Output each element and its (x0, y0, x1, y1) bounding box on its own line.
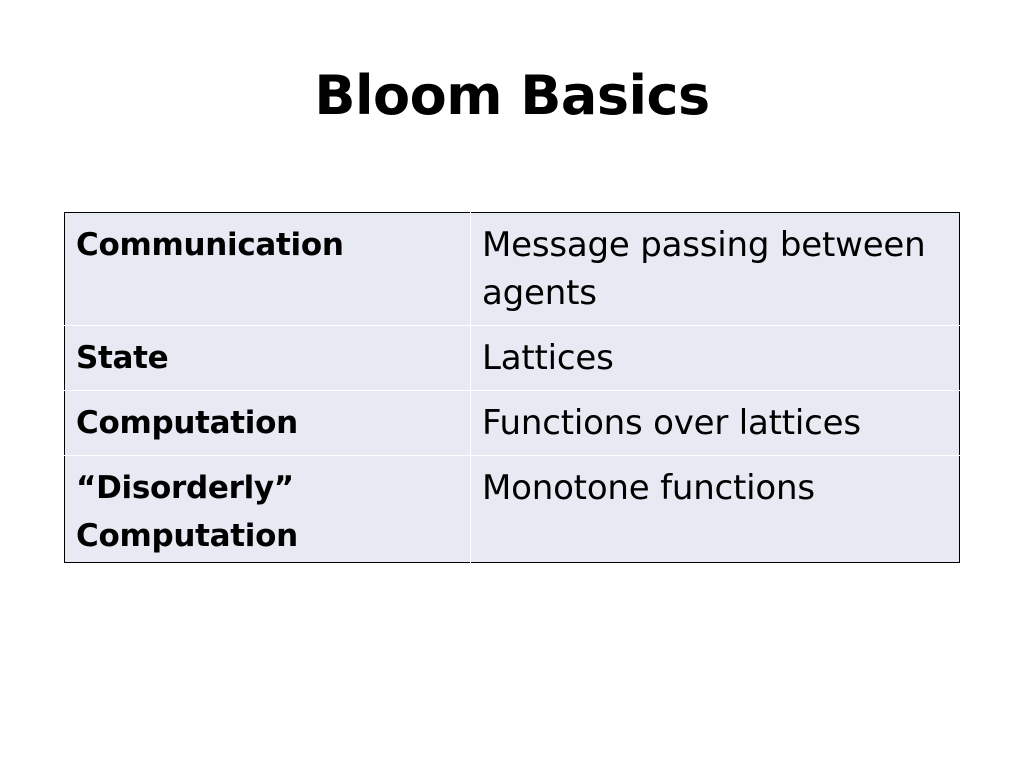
description-cell: Functions over lattices (471, 391, 960, 456)
basics-table (64, 212, 960, 563)
table-row (65, 326, 960, 391)
description-cell: Message passing between agents (471, 213, 960, 326)
table-row (65, 213, 960, 326)
term-cell: Communication (65, 213, 471, 326)
description-cell: Monotone functions (482, 468, 815, 508)
term-cell: “Disorderly” Computation (65, 456, 471, 563)
table-row (65, 456, 960, 563)
basics-table-container (64, 212, 960, 563)
term-cell: Computation (65, 391, 471, 456)
term-cell: State (65, 326, 471, 391)
slide-title: Bloom Basics (314, 64, 710, 127)
table-row (65, 391, 960, 456)
description-cell: Lattices (471, 326, 960, 391)
